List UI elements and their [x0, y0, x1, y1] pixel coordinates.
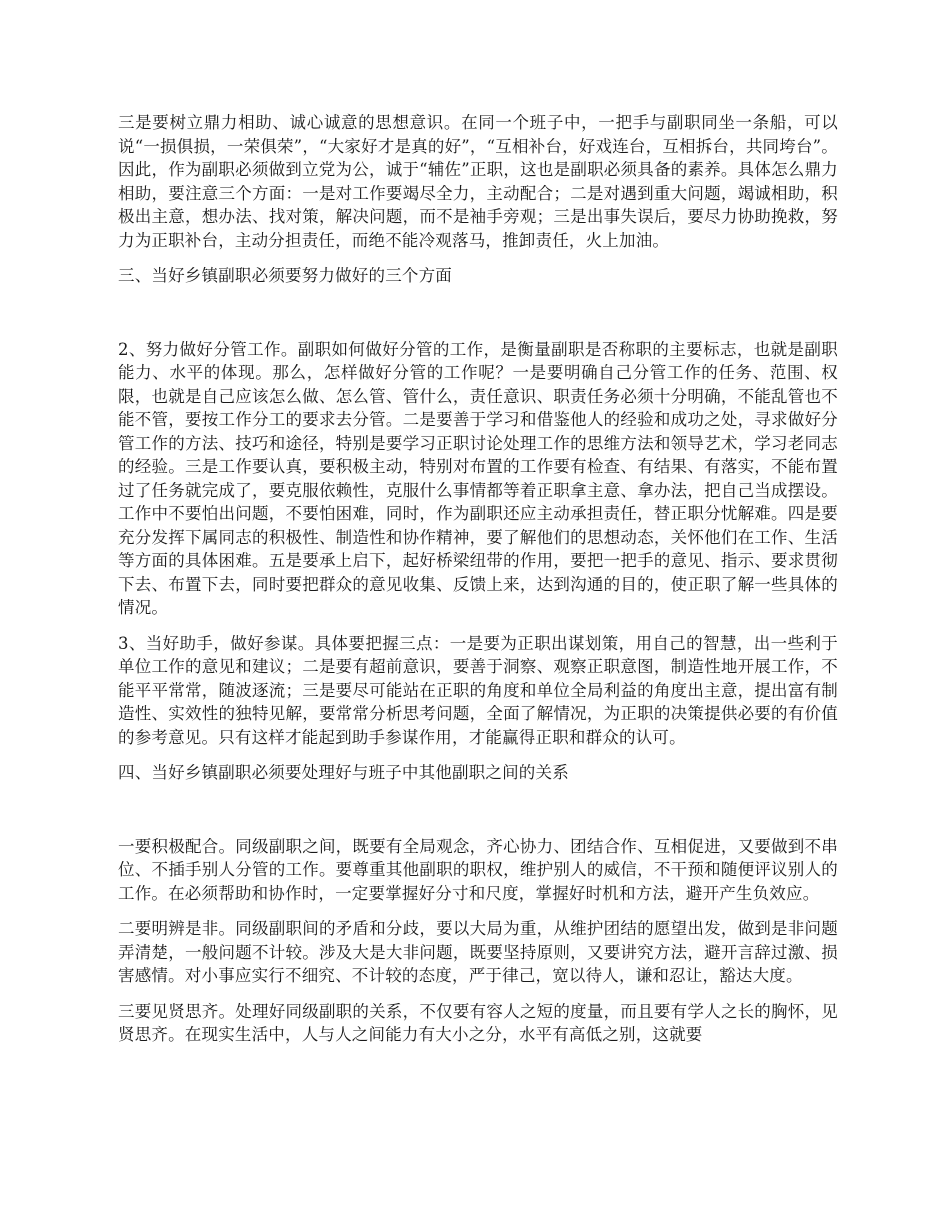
paragraph-mutual-support: 三是要树立鼎力相助、诚心诚意的思想意识。在同一个班子中，一把手与副职同坐一条船，可以说“一损俱损，一荣俱荣”，“大家好才是真的好”，“互相补台，好戏连台，互相拆台，共同垮台”。因此，作为副职必须做到立党为公，诚于“辅佐”正职，这也是副职必须具备的素养。具体怎么鼎力相助，要注意三个方面：一是对工作要竭尽全力，主动配合；二是对遇到重大问题，竭诚相助，积极出主意，想办法、找对策，解决问题，而不是袖手旁观；三是出事失误后，要尽力协助挽救，努力为正职补台，主动分担责任，而绝不能冷观落马，推卸责任，火上加油。 [118, 113, 838, 250]
section-heading-three: 三、当好乡镇副职必须要努力做好的三个方面 [118, 266, 452, 285]
paragraph-distinguish-right-wrong: 二要明辨是非。同级副职间的矛盾和分歧，要以大局为重，从维护团结的愿望出发，做到是非问题弄清楚，一般问题不计较。涉及大是大非问题，既要坚持原则，又要讲究方法，避开言辞过激、损害感情。对小事应实行不细究、不计较的态度，严于律己，宽以待人，谦和忍让，豁达大度。 [118, 919, 838, 985]
document-body [118, 111, 838, 1059]
section-spacer [118, 785, 838, 835]
section-heading-four: 四、当好乡镇副职必须要处理好与班子中其他副职之间的关系 [118, 763, 569, 782]
paragraph-assistant-advisor: 3、当好助手，做好参谋。具体要把握三点：一是要为正职出谋划策，用自己的智慧，出一些利于单位工作的意见和建议；二是要有超前意识，要善于洞察、观察正职意图，制造性地开展工作，不能平平常常，随波逐流；三是要尽可能站在正职的角度和单位全局利益的角度出主意，提出富有制造性、实效性的独特见解，要常常分析思考问题，全面了解情况，为正职的决策提供必要的有价值的参考意见。只有这样才能起到助手参谋作用，才能赢得正职和群众的认可。 [118, 633, 838, 747]
paragraph-emulate-virtue: 三要见贤思齐。处理好同级副职的关系，不仅要有容人之短的度量，而且要有学人之长的胸怀，见贤思齐。在现实生活中，人与人之间能力有大小之分，水平有高低之别，这就要 [118, 1001, 838, 1044]
section-spacer [118, 288, 838, 338]
paragraph-managed-work: 2、努力做好分管工作。副职如何做好分管的工作，是衡量副职是否称职的主要标志，也就是副职能力、水平的体现。那么，怎样做好分管的工作呢？一是要明确自己分管工作的任务、范围、权限，也就是自己应该怎么做、怎么管、管什么，责任意识、职责任务必须十分明确，不能乱管也不能不管，要按工作分工的要求去分管。二是要善于学习和借鉴他人的经验和成功之处，寻求做好分管工作的方法、技巧和途径，特别是要学习正职讨论处理工作的思维方法和领导艺术，学习老同志的经验。三是工作要认真，要积极主动，特别对布置的工作要有检查、有结果、有落实，不能布置过了任务就完成了，要克服依赖性，克服什么事情都等着正职拿主意、拿办法，把自己当成摆设。工作中不要怕出问题，不要怕困难，同时，作为副职还应主动承担责任，替正职分忧解难。四是要充分发挥下属同志的积极性、制造性和协作精神，要了解他们的思想动态，关怀他们在工作、生活等方面的具体困难。五是要承上启下，起好桥梁纽带的作用，要把一把手的意见、指示、要求贯彻下去、布置下去，同时要把群众的意见收集、反馈上来，达到沟通的目的，使正职了解一些具体的情况。 [118, 339, 838, 617]
paragraph-active-cooperation: 一要积极配合。同级副职之间，既要有全局观念，齐心协力、团结合作、互相促进，又要做到不串位、不插手别人分管的工作。要尊重其他副职的职权，维护别人的威信，不干预和随便评议别人的工作。在必须帮助和协作时，一定要掌握好分寸和尺度，掌握好时机和方法，避开产生负效应。 [118, 836, 838, 903]
